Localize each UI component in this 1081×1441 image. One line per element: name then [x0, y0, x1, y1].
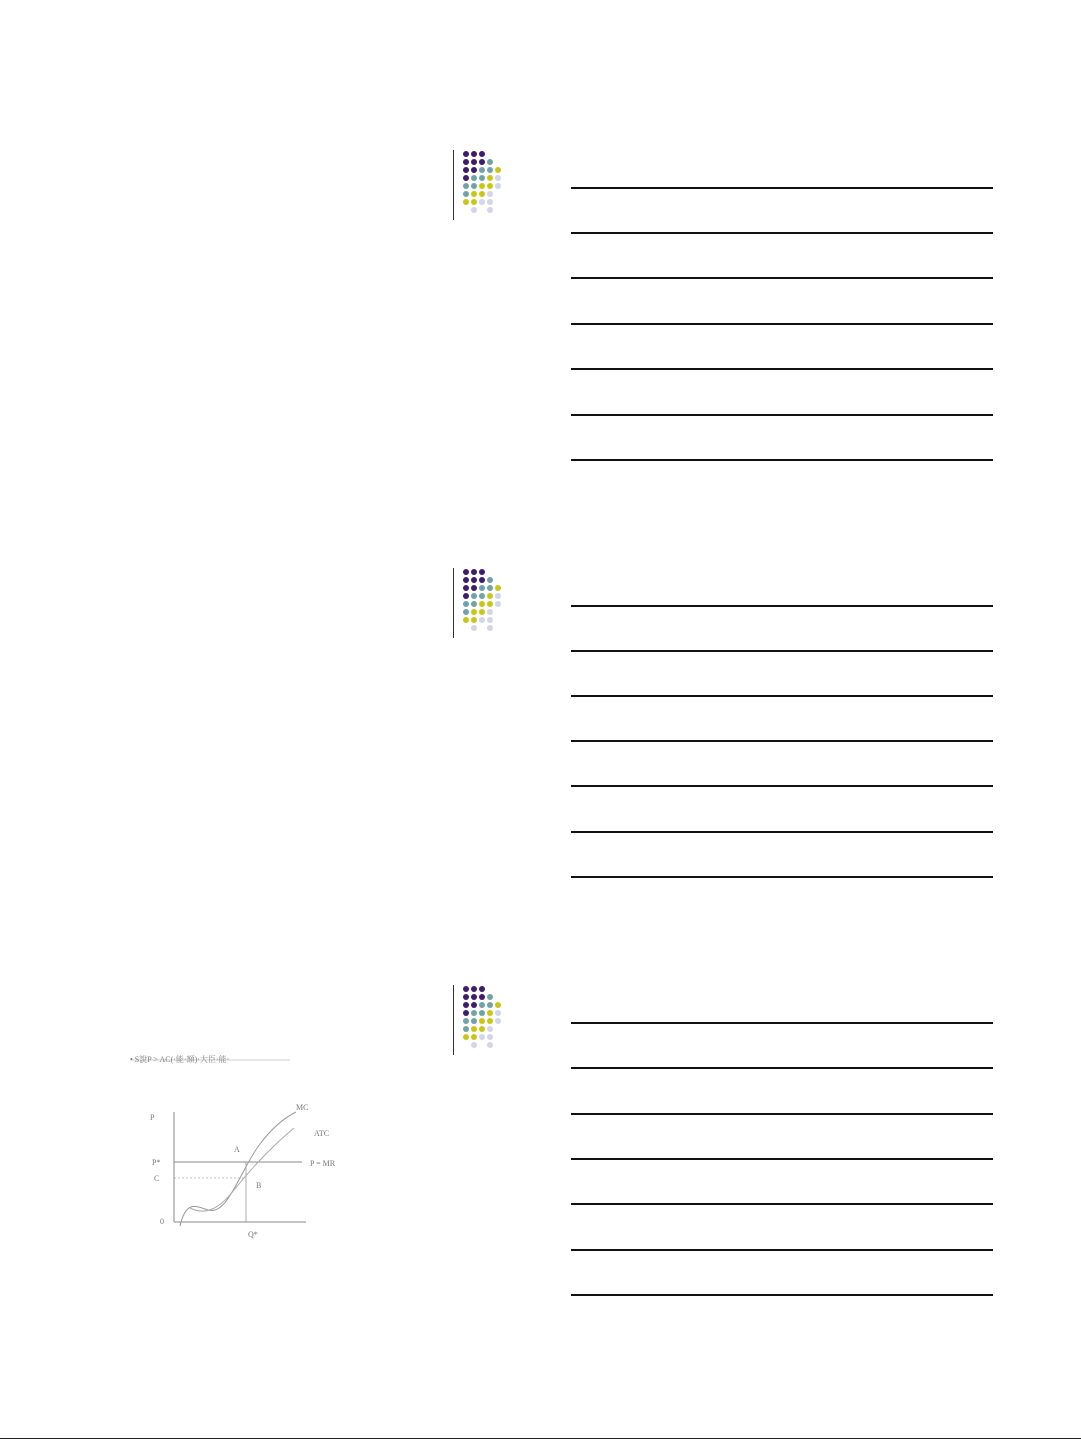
logo-dot [487, 1034, 493, 1040]
logo-dot [463, 183, 469, 189]
point-a-label: A [234, 1145, 240, 1154]
logo-dot [471, 601, 477, 607]
logo-dot [487, 159, 493, 165]
logo-dot [487, 617, 493, 623]
logo-dot [495, 1018, 501, 1024]
page-bottom-rule [0, 1438, 1081, 1439]
mc-label: MC [296, 1103, 309, 1112]
logo-dot [463, 151, 469, 157]
logo-dot [471, 593, 477, 599]
logo-dot [463, 593, 469, 599]
logo-dot [495, 167, 501, 173]
logo-dot [471, 994, 477, 1000]
logo-dot [487, 625, 493, 631]
logo-dot [463, 617, 469, 623]
note-line [571, 459, 993, 461]
atc-label: ATC [314, 1129, 330, 1138]
profit-maximization-figure [110, 1040, 370, 1260]
logo-dot [471, 585, 477, 591]
logo-dot [479, 1002, 485, 1008]
logo-dot [479, 1010, 485, 1016]
logo-dot [471, 199, 477, 205]
note-line [571, 323, 993, 325]
note-line [571, 1158, 993, 1160]
logo-dot [471, 609, 477, 615]
logo-dot [479, 585, 485, 591]
note-line [571, 277, 993, 279]
logo-dot [463, 609, 469, 615]
note-line [571, 1067, 993, 1069]
point-b-label: B [256, 1181, 262, 1190]
logo-dot [471, 986, 477, 992]
p-axis-label: P [150, 1113, 155, 1122]
note-line [571, 1203, 993, 1205]
origin-label: 0 [160, 1217, 164, 1226]
logo-dot [487, 994, 493, 1000]
pstar-label: P* [152, 1158, 161, 1167]
note-line [571, 831, 993, 833]
logo-dot [471, 1002, 477, 1008]
note-line [571, 785, 993, 787]
logo-dot [495, 1010, 501, 1016]
logo-dot [471, 151, 477, 157]
logo-dot [463, 1002, 469, 1008]
logo-dot [463, 986, 469, 992]
logo-dot [479, 159, 485, 165]
logo-dot [471, 1026, 477, 1032]
slide-thumbnail-2 [453, 568, 513, 638]
logo-dot [487, 183, 493, 189]
logo-dot [479, 191, 485, 197]
logo-dot [479, 577, 485, 583]
logo-dot [463, 1010, 469, 1016]
logo-dot [463, 585, 469, 591]
atc-curve [190, 1128, 294, 1211]
logo-dot [479, 175, 485, 181]
thumbnail-divider [453, 150, 454, 220]
logo-dot [487, 167, 493, 173]
note-line [571, 414, 993, 416]
logo-dot [495, 585, 501, 591]
logo-dot [471, 1010, 477, 1016]
logo-dot [463, 601, 469, 607]
logo-dot [463, 159, 469, 165]
logo-dot [487, 609, 493, 615]
logo-dot [471, 1042, 477, 1048]
logo-dot [463, 199, 469, 205]
logo-dot [463, 167, 469, 173]
logo-dot [479, 593, 485, 599]
qstar-label: Q* [248, 1230, 258, 1239]
logo-dot [495, 1002, 501, 1008]
logo-dot [479, 151, 485, 157]
logo-dot [479, 1018, 485, 1024]
slide-thumbnail-3 [453, 985, 513, 1055]
logo-dot [471, 569, 477, 575]
logo-dot [471, 159, 477, 165]
logo-dot [487, 601, 493, 607]
logo-dot [487, 191, 493, 197]
logo-dot [463, 1018, 469, 1024]
logo-dot [479, 569, 485, 575]
logo-dot [495, 175, 501, 181]
logo-dot [479, 609, 485, 615]
thumbnail-divider [453, 568, 454, 638]
logo-dot [479, 1026, 485, 1032]
logo-dot [479, 994, 485, 1000]
note-line [571, 605, 993, 607]
logo-dot [487, 577, 493, 583]
logo-dot [487, 1002, 493, 1008]
note-line [571, 1022, 993, 1024]
logo-dot [463, 577, 469, 583]
logo-dot [471, 617, 477, 623]
figure-caption: • S說P > AC(·能·額)·大臣·能· [130, 1055, 230, 1064]
logo-dot [471, 1034, 477, 1040]
logo-dot [495, 601, 501, 607]
logo-dot [463, 175, 469, 181]
logo-dot [471, 183, 477, 189]
note-line [571, 695, 993, 697]
logo-dot [487, 585, 493, 591]
slide-thumbnail-1 [453, 150, 513, 220]
logo-dot [479, 183, 485, 189]
logo-dot [471, 577, 477, 583]
logo-dot [487, 1018, 493, 1024]
c-label: C [154, 1174, 160, 1183]
logo-dot [479, 601, 485, 607]
logo-dot [487, 1042, 493, 1048]
demand-label: P = MR [310, 1159, 336, 1168]
logo-dot [479, 617, 485, 623]
logo-dot [487, 1026, 493, 1032]
note-line [571, 740, 993, 742]
logo-dot [463, 191, 469, 197]
note-line [571, 876, 993, 878]
logo-dot [463, 569, 469, 575]
note-line [571, 232, 993, 234]
note-line [571, 650, 993, 652]
note-line [571, 187, 993, 189]
logo-dot [471, 207, 477, 213]
logo-dot [463, 994, 469, 1000]
logo-dot [479, 167, 485, 173]
logo-dot [487, 1010, 493, 1016]
logo-dot [463, 1034, 469, 1040]
logo-dot [487, 593, 493, 599]
cost-curve-diagram [110, 1040, 370, 1260]
note-line [571, 1294, 993, 1296]
logo-dot [479, 1034, 485, 1040]
logo-dot [471, 625, 477, 631]
note-line [571, 1113, 993, 1115]
logo-dot [487, 199, 493, 205]
logo-dot [495, 183, 501, 189]
logo-dot [471, 167, 477, 173]
logo-dot [471, 1018, 477, 1024]
logo-dot [479, 986, 485, 992]
note-line [571, 368, 993, 370]
thumbnail-divider [453, 985, 454, 1055]
logo-dot [471, 175, 477, 181]
logo-dot [479, 199, 485, 205]
mc-curve [180, 1112, 296, 1226]
logo-dot [495, 593, 501, 599]
note-line [571, 1249, 993, 1251]
logo-dot [487, 175, 493, 181]
logo-dot [463, 1026, 469, 1032]
logo-dot [471, 191, 477, 197]
logo-dot [487, 207, 493, 213]
